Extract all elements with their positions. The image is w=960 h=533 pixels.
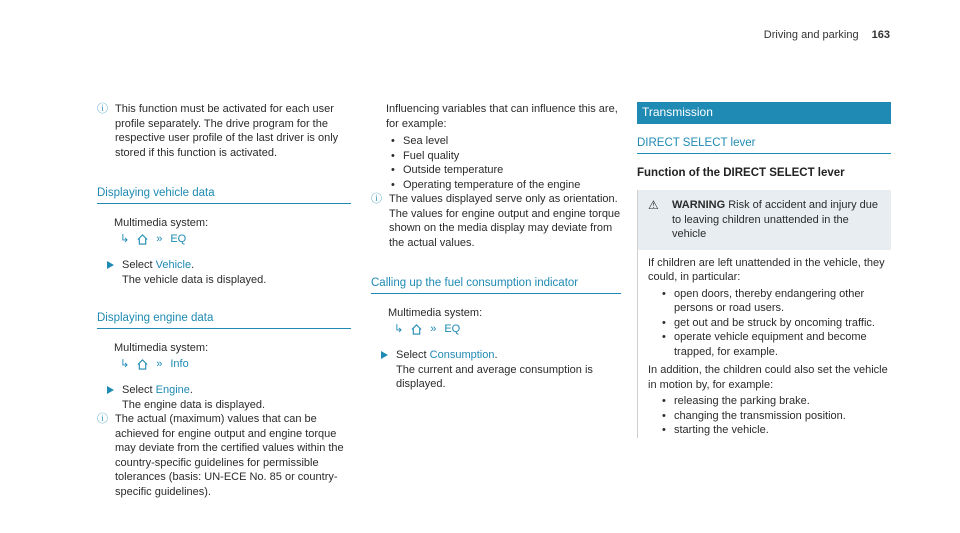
info-note	[371, 192, 621, 250]
note-text: This function must be activated for each user profile separately. The drive program for the respective user profile of the last driver is only stored if this function is activated.	[115, 103, 339, 159]
chevron-right-icon: »	[156, 357, 163, 370]
multimedia-label: Multimedia system:	[114, 216, 209, 229]
section-heading: DIRECT SELECT lever	[637, 136, 891, 154]
vehicle-data-section	[97, 186, 351, 287]
page-header	[764, 28, 890, 43]
subsection-heading: Function of the DIRECT SELECT lever	[637, 166, 845, 179]
path-arrow-icon: ↳	[120, 232, 130, 245]
engine-data-section	[97, 311, 351, 499]
warning-label: WARNING	[672, 199, 726, 211]
step-result: The vehicle data is displayed.	[122, 273, 267, 286]
step-text: Select	[122, 384, 156, 396]
note-text: The values displayed serve only as orientation. The values for engine output and engine torque shown on the media display may deviate from the actual values.	[389, 193, 621, 249]
menu-path	[97, 230, 351, 248]
multimedia-label: Multimedia system:	[388, 306, 483, 319]
list-item: • Fuel quality	[391, 149, 621, 164]
step-text-end: .	[191, 259, 195, 271]
column-2	[371, 102, 621, 392]
step-result: The current and average consumption is displayed.	[396, 363, 593, 390]
list-item: • get out and be struck by oncoming traffic.	[662, 316, 891, 331]
path-target: EQ	[444, 322, 461, 335]
variables-list	[371, 134, 621, 192]
path-arrow-icon: ↳	[120, 357, 130, 370]
info-note	[97, 102, 351, 160]
warning-mid: In addition, the children could also set the vehicle in motion by, for example:	[648, 364, 888, 391]
section-heading: Displaying vehicle data	[97, 186, 351, 204]
action-step	[97, 383, 351, 412]
warning-triangle-icon: ⚠	[648, 198, 659, 212]
multimedia-label: Multimedia system:	[114, 341, 209, 354]
step-text: Select	[396, 349, 430, 361]
header-section: Driving and parking	[763, 29, 859, 41]
list-item: • operate vehicle equipment and become trapped, for example.	[662, 330, 891, 359]
chevron-right-icon: »	[430, 322, 437, 335]
section-heading: Displaying engine data	[97, 311, 351, 329]
intro-text: Influencing variables that can influence this are, for example:	[386, 103, 618, 130]
list-item: • Operating temperature of the engine	[391, 178, 621, 193]
list-item: • changing the transmission position.	[662, 409, 891, 424]
menu-item-consumption: Consumption	[429, 349, 495, 361]
step-text-end: .	[494, 349, 498, 361]
chevron-right-icon: »	[156, 232, 163, 245]
motion-list	[648, 394, 891, 438]
menu-path	[371, 320, 621, 338]
list-item: • open doors, thereby endangering other persons or road users.	[662, 287, 891, 316]
menu-path	[97, 355, 351, 373]
home-icon	[137, 234, 148, 245]
info-icon: ⓘ	[97, 413, 108, 425]
warning-body	[638, 250, 891, 438]
warning-header	[638, 190, 891, 250]
column-3	[637, 102, 891, 438]
info-icon: ⓘ	[97, 103, 108, 115]
menu-item-engine: Engine	[155, 384, 190, 396]
step-text-end: .	[189, 384, 193, 396]
list-item: • Outside temperature	[391, 163, 621, 178]
chapter-title: Transmission	[637, 102, 891, 124]
info-icon: ⓘ	[371, 193, 382, 205]
step-arrow-icon	[107, 386, 114, 394]
path-arrow-icon: ↳	[394, 322, 404, 335]
step-arrow-icon	[381, 351, 388, 359]
step-arrow-icon	[107, 261, 114, 269]
home-icon	[411, 324, 422, 335]
page-number: 163	[871, 29, 890, 41]
info-note	[97, 412, 351, 499]
step-text: Select	[122, 259, 156, 271]
danger-list	[648, 287, 891, 360]
section-heading: Calling up the fuel consumption indicator	[371, 276, 621, 294]
action-step	[97, 258, 351, 287]
fuel-consumption-section	[371, 276, 621, 392]
note-text: The actual (maximum) values that can be achieved for engine output and engine torque may deviate from the certified values within the country-specific guidelines for permissible tolerances (basis: UN-ECE No. 85 or country-specific guidelines).	[115, 413, 344, 498]
action-step	[371, 348, 621, 392]
path-target: EQ	[170, 232, 187, 245]
list-item: • releasing the parking brake.	[662, 394, 891, 409]
menu-item-vehicle: Vehicle	[155, 259, 192, 271]
column-1	[97, 102, 351, 499]
step-result: The engine data is displayed.	[122, 398, 266, 411]
warning-box	[637, 190, 891, 438]
path-target: Info	[170, 357, 189, 370]
home-icon	[137, 359, 148, 370]
list-item: • starting the vehicle.	[662, 423, 891, 438]
warning-intro: If children are left unattended in the vehicle, they could, in particular:	[648, 256, 885, 283]
warning-headline: Risk of accident and injury due to leaving children unattended in the vehicle	[672, 199, 879, 240]
list-item: • Sea level	[391, 134, 621, 149]
